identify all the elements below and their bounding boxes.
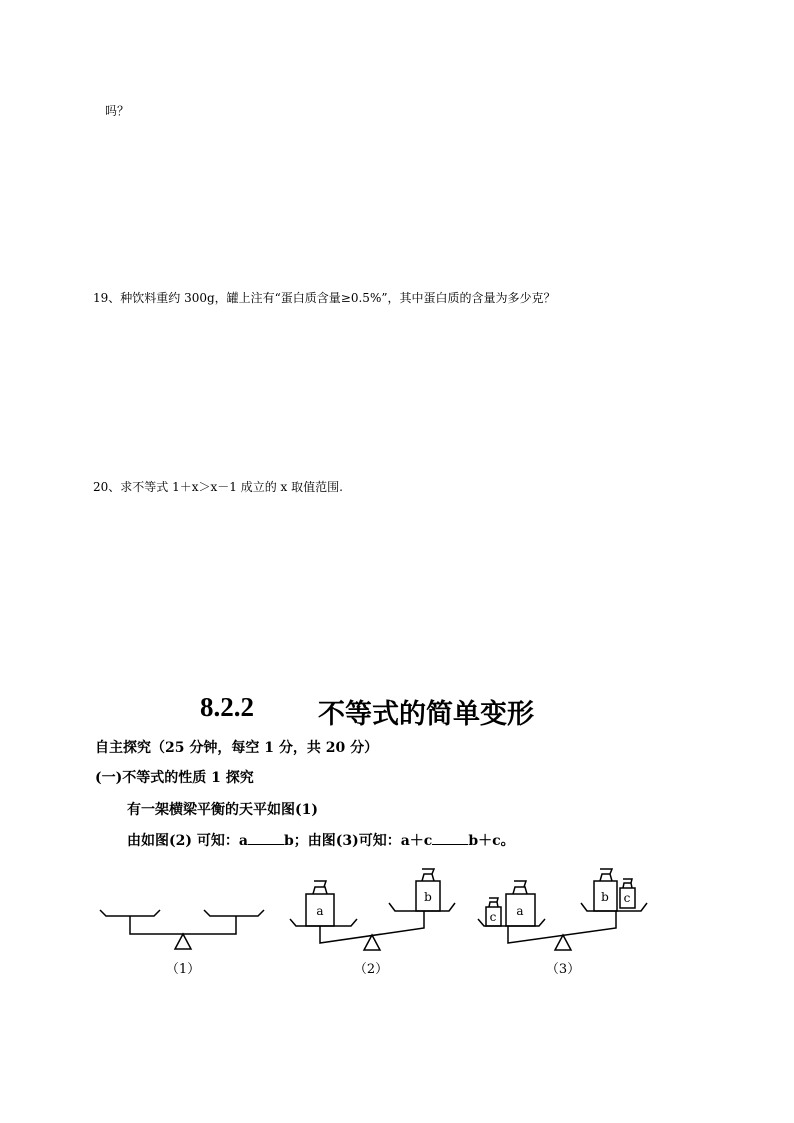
weight-a-2-handle <box>313 881 327 894</box>
label-a-2: a <box>316 904 324 918</box>
question-19: 19、种饮料重约 300g，罐上注有“蛋白质含量≥0.5%”，其中蛋白质的含量为多少克？ <box>93 291 556 305</box>
right-pan-3 <box>581 903 647 911</box>
weight-a-3-handle <box>513 881 527 894</box>
section-number: 8.2.2 <box>200 692 254 722</box>
left-pan-1 <box>100 910 160 916</box>
continuation-text: 吗？ <box>105 104 130 118</box>
caption-1: （1） <box>165 962 201 977</box>
label-c-3-right: c <box>623 891 631 905</box>
pivot-3 <box>555 935 571 950</box>
fill-part-c: b＋c。 <box>468 833 515 849</box>
balance-figure-1 <box>100 910 264 949</box>
section-title: 不等式的简单变形 <box>318 699 534 729</box>
weight-c-3-right-handle <box>623 879 632 888</box>
pivot-1 <box>175 934 191 949</box>
fill-part-a: 由如图(2) 可知：a <box>127 833 248 849</box>
balance-intro: 有一架横梁平衡的天平如图(1) <box>127 802 318 818</box>
balance-figure-3 <box>478 869 647 950</box>
label-c-3-left: c <box>489 910 497 924</box>
weight-b-3-handle <box>600 869 612 881</box>
weight-b-2-handle <box>422 869 434 881</box>
right-pan-1 <box>204 910 264 916</box>
fill-part-b: b；由图(3)可知：a＋c <box>283 833 433 849</box>
part-one-heading: (一)不等式的性质 1 探究 <box>95 770 254 786</box>
left-pan-2 <box>290 919 357 926</box>
balance-figure-2 <box>290 869 455 950</box>
caption-2: （2） <box>353 962 389 977</box>
beam-1 <box>130 916 236 934</box>
right-pan-2 <box>389 903 455 911</box>
question-20: 20、求不等式 1＋x＞x－1 成立的 x 取值范围. <box>93 480 343 494</box>
self-study-heading: 自主探究（25 分钟，每空 1 分，共 20 分） <box>95 740 379 756</box>
label-b-2: b <box>424 890 432 904</box>
weight-c-3-left-handle <box>489 898 498 907</box>
label-b-3: b <box>601 890 609 904</box>
pivot-2 <box>364 935 380 950</box>
label-a-3: a <box>516 904 524 918</box>
caption-3: （3） <box>545 962 581 977</box>
beam-2 <box>320 911 424 943</box>
